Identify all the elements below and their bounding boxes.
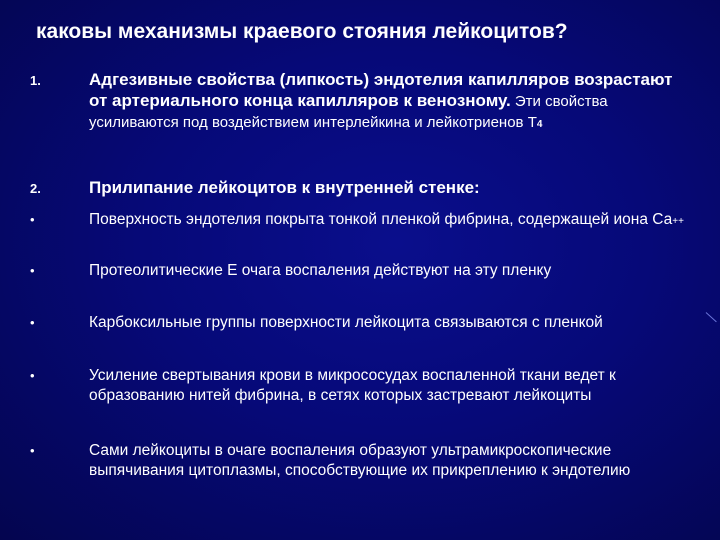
item-text: Прилипание лейкоцитов к внутренней стенке: (89, 178, 480, 197)
bullet-text-suffix: ++ (672, 216, 684, 227)
bullet-text (89, 210, 689, 232)
bullet-icon: • (30, 212, 35, 227)
bullet-icon: • (30, 263, 35, 278)
bullet-text-main: Поверхность эндотелия покрыта тонкой пленкой фибрина, содержащей иона Са (89, 211, 673, 228)
bullet-text: Усиление свертывания крови в микрососудах воспаленной ткани ведет к образованию нитей фибрина, в сетях которых застревают лейкоциты (89, 367, 616, 404)
item-normal-text: Эти свойства усиливаются под воздействием интерлейкина и лейкотриенов Т (89, 92, 608, 131)
bullet-text: Протеолитические Е очага воспаления действуют на эту пленку (89, 262, 552, 279)
item-bold-text: Адгезивные свойства (липкость) эндотелия капилляров возрастают от артериального конца капилляров к венозному. (89, 70, 673, 110)
item-number: 2. (30, 181, 41, 196)
item-text (89, 70, 689, 136)
bullet-text: Карбоксильные группы поверхности лейкоцита связываются с пленкой (89, 314, 603, 331)
bullet-text: Сами лейкоциты в очаге воспаления образуют ультрамикроскопические выпячивания цитоплазмы, способствующие их прикреплению к эндотелию (89, 442, 631, 479)
bullet-icon: • (30, 368, 35, 383)
item-subscript: 4 (536, 119, 543, 130)
bullet-icon: • (30, 315, 35, 330)
decorative-line (706, 312, 717, 322)
slide-title: каковы механизмы краевого стояния лейкоцитов? (36, 20, 568, 43)
item-number: 1. (30, 73, 41, 88)
bullet-icon: • (30, 443, 35, 458)
